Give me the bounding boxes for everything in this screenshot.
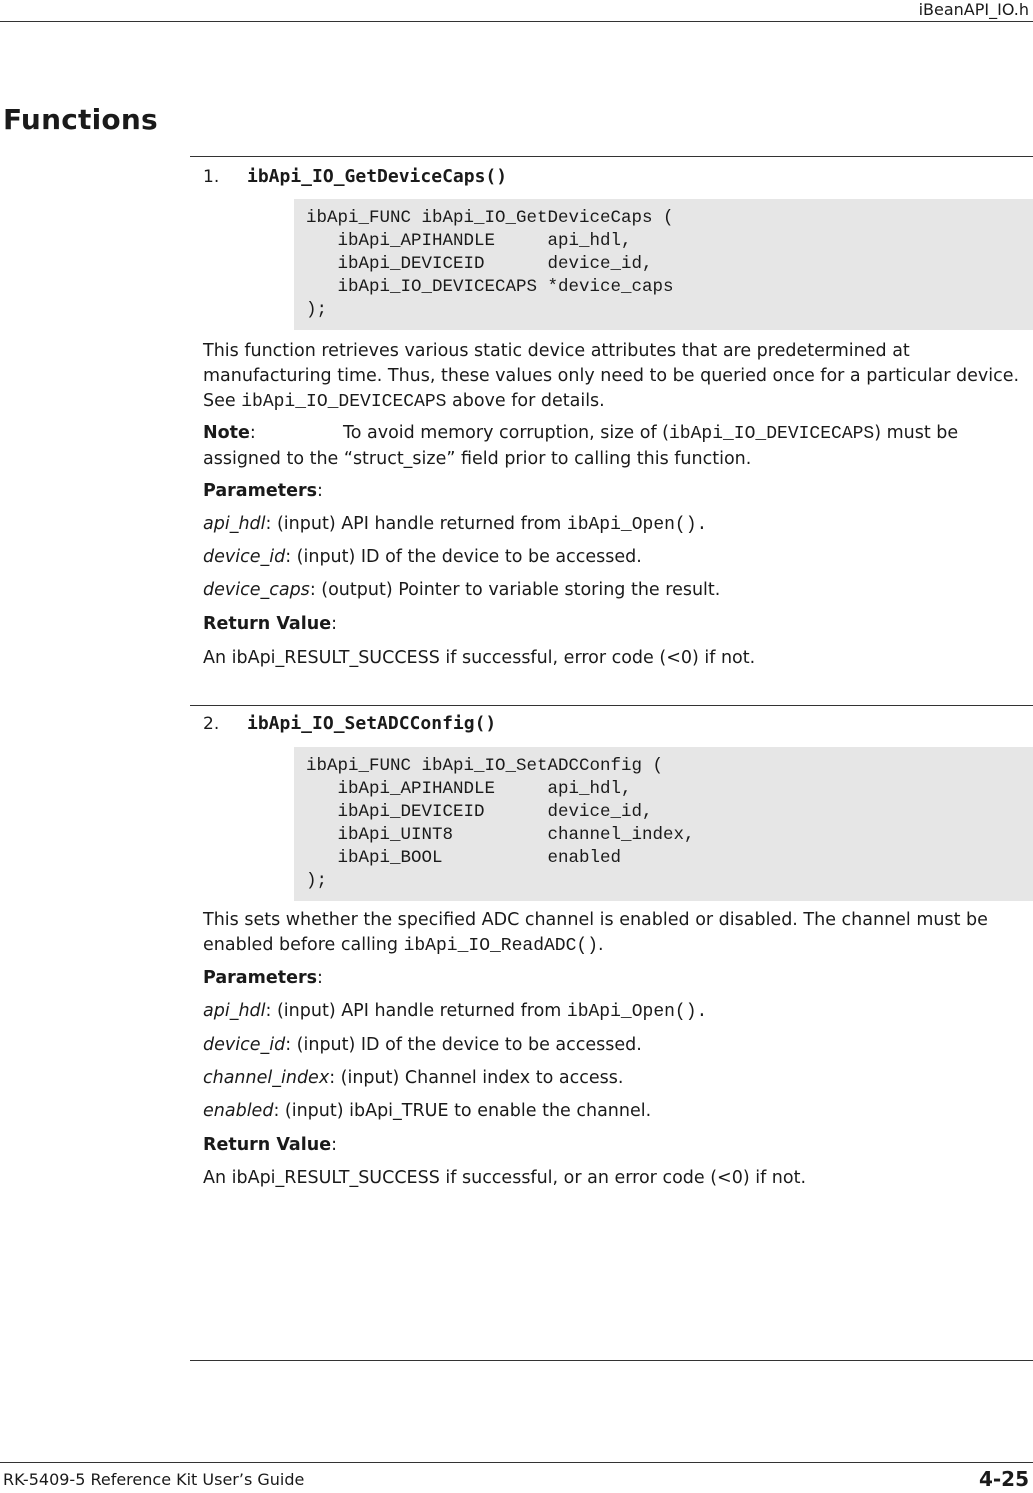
header-divider bbox=[0, 21, 1033, 22]
function-description: This function retrieves various static device attributes that are predetermined at manufacturing time. Thus, these values only need to be queried once for a particular device. See ibApi_IO_DEVICECAPS above for details. bbox=[203, 341, 1020, 412]
code-block bbox=[294, 747, 1033, 901]
note-paragraph: Note: To avoid memory corruption, size of (ibApi_IO_DEVICECAPS) must be assigned to the “struct_size” field prior to calling this function. bbox=[203, 423, 959, 469]
function-number: 2. bbox=[203, 714, 220, 734]
param-item: device_id: (input) ID of the device to be accessed. bbox=[203, 547, 642, 567]
function-divider bbox=[190, 705, 1033, 706]
return-value-text: An ibApi_RESULT_SUCCESS if successful, or an error code (<0) if not. bbox=[203, 1168, 807, 1188]
return-value-label: Return Value: bbox=[203, 1135, 337, 1155]
function-description: This sets whether the specified ADC channel is enabled or disabled. The channel must be enabled before calling ibApi_IO_ReadADC(). bbox=[203, 910, 988, 956]
footer-guide-title: RK-5409-5 Reference Kit User’s Guide bbox=[3, 1470, 305, 1489]
param-item: channel_index: (input) Channel index to access. bbox=[203, 1068, 624, 1088]
param-item: device_id: (input) ID of the device to be accessed. bbox=[203, 1035, 642, 1055]
page-number: 4-25 bbox=[978, 1467, 1029, 1491]
function-name: ibApi_IO_GetDeviceCaps() bbox=[247, 166, 508, 187]
parameters-label: Parameters: bbox=[203, 968, 323, 988]
param-item: device_caps: (output) Pointer to variable storing the result. bbox=[203, 580, 721, 600]
function-number: 1. bbox=[203, 167, 220, 187]
running-header: iBeanAPI_IO.h bbox=[918, 0, 1029, 19]
function-signature: ibApi_FUNC ibApi_IO_GetDeviceCaps ( ibApi_APIHANDLE api_hdl, ibApi_DEVICEID device_id, ibApi_IO_DEVICECAPS *device_caps ); bbox=[306, 208, 674, 320]
function-signature: ibApi_FUNC ibApi_IO_SetADCConfig ( ibApi_APIHANDLE api_hdl, ibApi_DEVICEID device_id, ibApi_UINT8 channel_index, ibApi_BOOL enabled ); bbox=[306, 756, 695, 891]
section-title: Functions bbox=[3, 103, 158, 136]
note-label: Note bbox=[203, 423, 250, 443]
return-value-text: An ibApi_RESULT_SUCCESS if successful, error code (<0) if not. bbox=[203, 648, 756, 668]
parameters-label: Parameters: bbox=[203, 481, 323, 501]
footer-divider bbox=[0, 1462, 1033, 1463]
code-block bbox=[294, 199, 1033, 330]
content-end-divider bbox=[190, 1360, 1033, 1361]
function-heading bbox=[203, 166, 507, 187]
function-heading bbox=[203, 713, 496, 734]
param-item: enabled: (input) ibApi_TRUE to enable the channel. bbox=[203, 1101, 652, 1121]
function-divider bbox=[190, 156, 1033, 157]
param-item: api_hdl: (input) API handle returned from ibApi_Open(). bbox=[203, 1001, 708, 1022]
param-item: api_hdl: (input) API handle returned from ibApi_Open(). bbox=[203, 514, 708, 535]
function-name: ibApi_IO_SetADCConfig() bbox=[247, 713, 497, 734]
return-value-label: Return Value: bbox=[203, 614, 337, 634]
